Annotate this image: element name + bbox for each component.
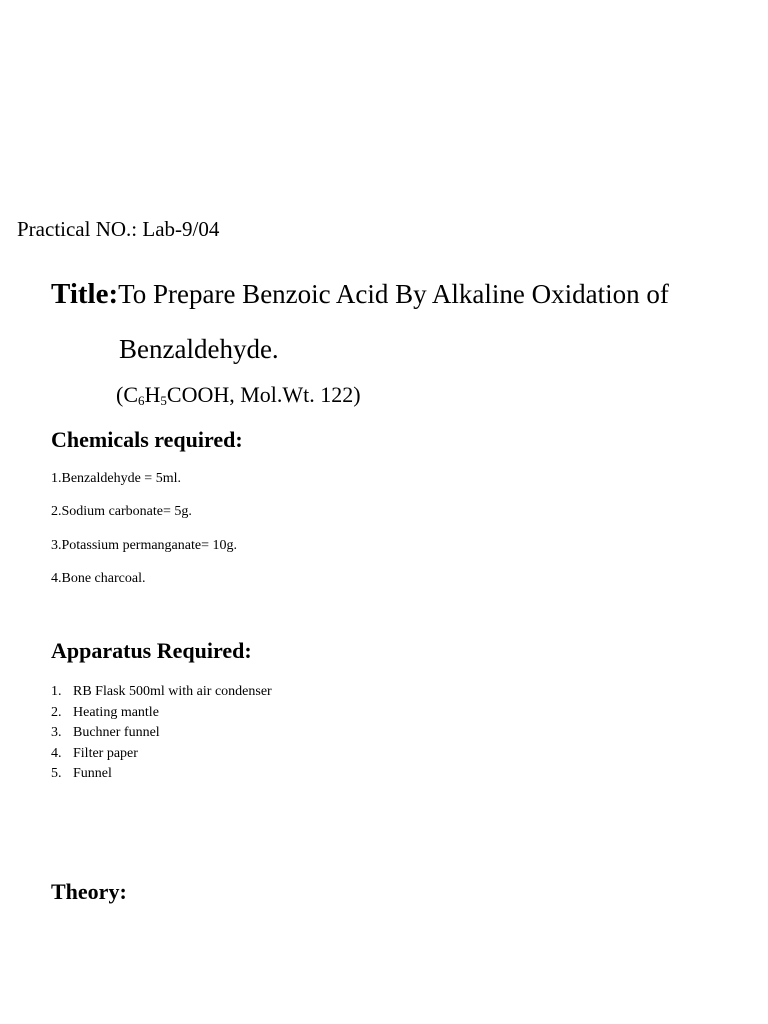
title-line-1 bbox=[51, 278, 669, 311]
chemical-item: 3.Potassium permanganate= 10g. bbox=[51, 538, 237, 553]
list-number: 2. bbox=[51, 704, 62, 720]
formula-part: H bbox=[144, 382, 161, 407]
list-item bbox=[51, 682, 272, 703]
chemical-item: 4.Bone charcoal. bbox=[51, 571, 146, 586]
chemical-item: 2.Sodium carbonate= 5g. bbox=[51, 504, 192, 519]
list-text: Heating mantle bbox=[73, 704, 159, 720]
theory-heading: Theory: bbox=[51, 879, 127, 904]
list-text: Buchner funnel bbox=[73, 725, 160, 740]
list-item bbox=[51, 723, 272, 744]
formula-part: (C bbox=[116, 382, 138, 407]
list-number: 4. bbox=[51, 745, 62, 761]
list-number: 1. bbox=[51, 684, 62, 699]
list-text: Funnel bbox=[73, 766, 112, 781]
formula-part: COOH, Mol.Wt. 122) bbox=[166, 382, 361, 407]
practical-number: Practical NO.: Lab-9/04 bbox=[17, 217, 220, 241]
list-item bbox=[51, 703, 272, 724]
list-text: RB Flask 500ml with air condenser bbox=[73, 684, 272, 699]
formula-subscript: 6 bbox=[138, 393, 145, 408]
list-item bbox=[51, 764, 272, 785]
list-item bbox=[51, 744, 272, 765]
molecular-formula bbox=[116, 382, 361, 409]
title-text-1: To Prepare Benzoic Acid By Alkaline Oxidation of bbox=[118, 279, 669, 309]
title-label: Title: bbox=[51, 278, 119, 310]
apparatus-heading: Apparatus Required: bbox=[51, 638, 252, 663]
chemical-item: 1.Benzaldehyde = 5ml. bbox=[51, 471, 181, 486]
chemicals-heading: Chemicals required: bbox=[51, 427, 243, 452]
list-number: 5. bbox=[51, 766, 62, 781]
list-number: 3. bbox=[51, 725, 62, 740]
apparatus-list bbox=[51, 682, 272, 785]
list-text: Filter paper bbox=[73, 745, 138, 761]
formula-subscript: 5 bbox=[160, 393, 167, 408]
title-line-2: Benzaldehyde. bbox=[119, 334, 279, 364]
